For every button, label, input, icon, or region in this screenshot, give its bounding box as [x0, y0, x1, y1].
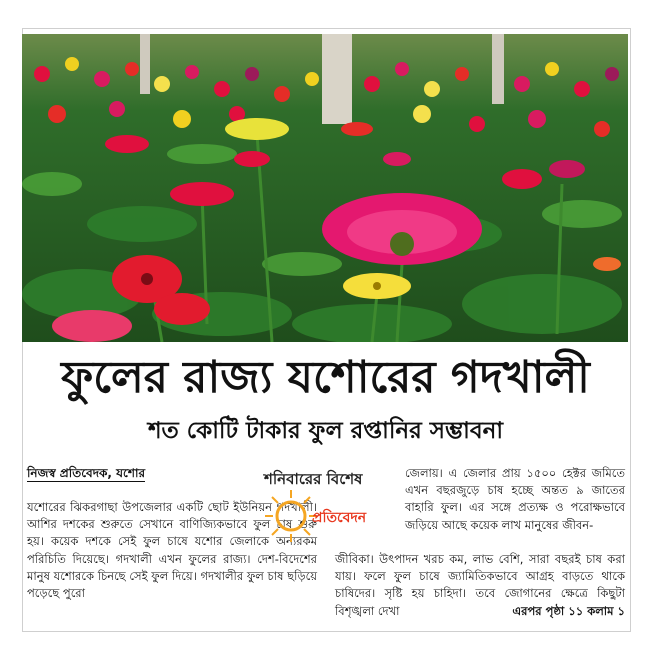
column-2-top-text: জেলায়। এ জেলার প্রায় ১৫০০ হেক্টর জমিতে এখন বছরজুড়ে চাষ হচ্ছে অন্তত ৯ জাতের বাহারি ফুল। এর সঙ্গে প্রত্যক্ষ ও পরোক্ষভাবে জড়িয়ে আছে কয়েক লাখ মানুষের জীবন-: [405, 466, 625, 532]
article-headline: ফুলের রাজ্য যশোরের গদখালী: [61, 352, 590, 403]
column-2-bottom-body: জীবিকা। উৎপাদন খরচ কম, লাভ বেশি, সারা বছরই চাষ করা যায়। ফলে ফুল চাষে জ্যামিতিকভাবে আগ্রহ বাড়তে থাকে চাষিদের। সৃষ্টি হয় চাহিদা। তবে জোগানের ক্ষেত্রে কিছুটা বিশৃঙ্খলা দেখা: [335, 552, 625, 618]
gerbera-field-photo: [22, 34, 628, 342]
badge-line-1: শনিবারের বিশেষ: [264, 470, 363, 488]
special-report-badge: [256, 466, 396, 544]
byline: নিজস্ব প্রতিবেদক, যশোর: [27, 466, 146, 480]
continued-on-page: এরপর পৃষ্ঠা ১১ কলাম ১: [512, 603, 625, 618]
article-subheadline: শত কোটি টাকার ফুল রপ্তানির সম্ভাবনা: [147, 418, 504, 444]
article-column-2-bottom: [335, 551, 625, 620]
badge-line-2: প্রতিবেদন: [312, 510, 367, 526]
article-column-2-top: [405, 465, 625, 534]
column-1-text: যশোরের ঝিকরগাছা উপজেলার একটি ছোট ইউনিয়ন গদখালী। আশির দশকের শুরুতে সেখানে বাণিজ্যিকভাবে ফুল চাষ শুরু হয়। কয়েক দশকে সেই ফুল চাষে যশোর জেলাকে অন্যরকম পরিচিতি দিয়েছে। গদখালী এখন ফুলের রাজ্য। দেশ-বিদেশের মানুষ যশোরকে চিনছে সেই ফুল দিয়ে। গদখালীর ফুল চাষ ছড়িয়ে পড়েছে পুরো: [27, 500, 317, 601]
column-2-bottom-text: [335, 551, 625, 620]
